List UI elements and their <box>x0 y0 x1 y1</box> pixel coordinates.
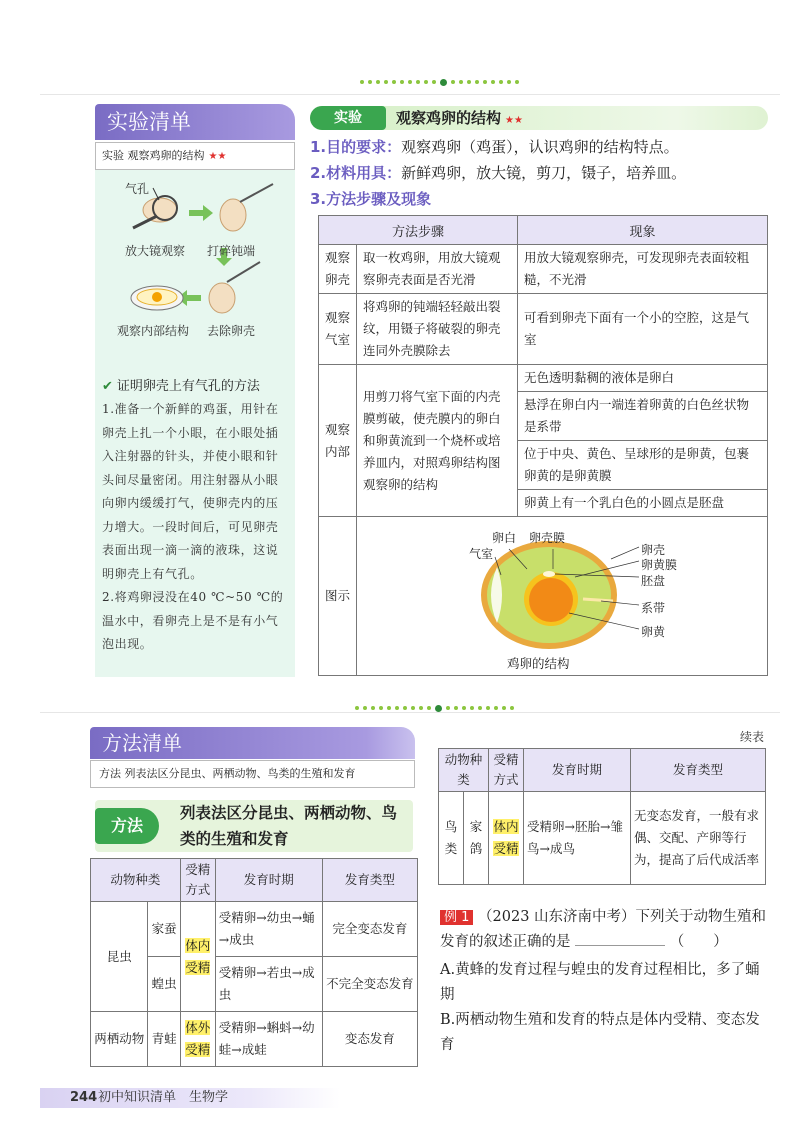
fig-label-air-cell: 气室 <box>469 547 494 561</box>
method-title: 方法清单 <box>90 727 415 759</box>
label-inner: 观察内部结构 <box>117 324 190 338</box>
method-tag: 方法 <box>95 808 159 844</box>
magnifier-handle <box>133 216 157 228</box>
cell-bird: 鸟类 <box>439 792 464 885</box>
cell-frog: 青蛙 <box>148 1012 180 1067</box>
table-header: 发育类型 <box>631 749 766 792</box>
cell-amphibian: 两栖动物 <box>91 1012 148 1067</box>
chalaza-shape <box>583 599 613 601</box>
row-phenomenon: 用放大镜观察卵壳，可发现卵壳表面较粗糙，不光滑 <box>518 245 768 294</box>
answer-blank[interactable] <box>575 931 665 946</box>
experiment-table <box>318 215 768 676</box>
row-phenomenon: 悬浮在卵白内一端连着卵黄的白色丝状物是系带 <box>518 392 768 441</box>
method-paragraph-2: 2.将鸡卵浸没在40 ℃~50 ℃的温水中，看卵壳上是不是有小气泡出现。 <box>102 590 284 651</box>
cell-silkworm-type: 完全变态发育 <box>322 902 417 957</box>
check-circle-icon: ✔ <box>102 379 113 394</box>
method-heading: 列表法区分昆虫、两栖动物、鸟类的生殖和发育 <box>180 804 398 848</box>
arrow-right-icon <box>189 205 213 221</box>
experiment-title-text: 观察鸡卵的结构 <box>396 109 502 127</box>
cell-silkworm: 家蚕 <box>148 902 180 957</box>
row-phenomenon: 卵黄上有一个乳白色的小圆点是胚盘 <box>518 490 768 517</box>
fig-label-shell-membrane: 卵壳膜 <box>529 531 566 545</box>
materials-text: 新鲜鸡卵，放大镜，剪刀，镊子，培养皿。 <box>401 164 687 182</box>
table-row <box>319 294 768 365</box>
fig-label-germinal-disc: 胚盘 <box>641 574 666 588</box>
page-number: 244 <box>70 1090 98 1105</box>
label-break: 打碎钝端 <box>207 244 256 258</box>
cell-bird-fert <box>489 792 524 885</box>
top-rule <box>40 94 780 95</box>
method-table <box>90 858 418 1067</box>
cell-insects: 昆虫 <box>91 902 148 1012</box>
table-row <box>439 792 766 885</box>
egg-yolk <box>152 292 162 302</box>
star-icon: ★★ <box>505 115 523 126</box>
yolk-shape <box>529 578 573 622</box>
sidebar-subtitle-text: 实验 观察鸡卵的结构 <box>102 149 205 162</box>
option-a: A.黄蜂的发育过程与蝗虫的发育过程相比，多了蛹期 <box>440 962 760 1003</box>
leader-shell <box>611 547 639 559</box>
continued-table <box>438 748 766 885</box>
option-b: B.两栖动物生殖和发育的特点是体内受精、变态发育 <box>440 1012 760 1053</box>
example-question <box>440 905 770 955</box>
table-header: 动物种类 <box>439 749 489 792</box>
example-tag: 例 1 <box>440 910 473 925</box>
table-row <box>319 245 768 294</box>
cell-frog-stage: 受精卵→蝌蚪→幼蛙→成蛙 <box>215 1012 322 1067</box>
method-subtitle: 方法 列表法区分昆虫、两栖动物、鸟类的生殖和发育 <box>90 760 415 788</box>
table-header: 动物种类 <box>91 859 181 902</box>
highlight: 体内受精 <box>185 937 211 975</box>
fig-label-chalaza: 系带 <box>641 601 666 615</box>
cell-locust-stage: 受精卵→若虫→成虫 <box>215 957 322 1012</box>
cell-locust: 蝗虫 <box>148 957 180 1012</box>
top-divider-dots <box>360 79 519 85</box>
table-row-figure <box>319 517 768 676</box>
table-row <box>91 1012 418 1067</box>
label-magnifier: 放大镜观察 <box>125 244 186 258</box>
table-header: 发育时期 <box>215 859 322 902</box>
egg-shape-2 <box>220 199 246 231</box>
label-remove-shell: 去除卵壳 <box>207 324 256 338</box>
highlight: 体外受精 <box>185 1020 211 1057</box>
purpose-text: 观察鸡卵（鸡蛋），认识鸡卵的结构特点。 <box>401 138 679 156</box>
materials-line <box>310 162 686 183</box>
middle-divider-dots <box>355 705 514 711</box>
steps-line <box>310 188 431 209</box>
cell-silkworm-stage: 受精卵→幼虫→蛹→成虫 <box>215 902 322 957</box>
fig-label-yolk-membrane: 卵黄膜 <box>641 558 678 572</box>
materials-key: 2.材料用具： <box>310 164 402 182</box>
table-header-row <box>91 859 418 902</box>
example-text: （2023 山东济南中考）下列关于动物生殖和发育的叙述正确的是 <box>440 909 767 950</box>
table-header: 发育类型 <box>322 859 417 902</box>
row-label: 观察内部 <box>319 365 357 517</box>
row-label: 观察气室 <box>319 294 357 365</box>
cell-pigeon: 家鸽 <box>464 792 489 885</box>
middle-rule <box>40 712 780 713</box>
row-label: 图示 <box>319 517 357 676</box>
cell-bird-stage: 受精卵→胚胎→雏鸟→成鸟 <box>524 792 631 885</box>
row-step: 用剪刀将气室下面的内壳膜剪破，使壳膜内的卵白和卵黄流到一个烧杯或培养皿内，对照鸡卵结构图观察卵的结构 <box>357 365 518 517</box>
egg-figure-cell <box>357 517 768 676</box>
table-row <box>319 365 768 392</box>
experiment-title <box>396 106 523 130</box>
table-header: 受精方式 <box>180 859 215 902</box>
table-header-row <box>319 216 768 245</box>
answer-paren: （ ） <box>669 934 728 950</box>
table-row <box>91 902 418 957</box>
continued-label: 续表 <box>740 730 765 744</box>
sidebar-subtitle <box>95 142 295 170</box>
table-header: 现象 <box>518 216 768 245</box>
table-header: 发育时期 <box>524 749 631 792</box>
highlight: 体内受精 <box>493 819 519 856</box>
sidebar-method-title-text: 证明卵壳上有气孔的方法 <box>116 379 260 394</box>
book-title: 初中知识清单 生物学 <box>98 1090 229 1105</box>
cell-bird-type: 无变态发育，一般有求偶、交配、产卵等行为，提高了后代成活率 <box>631 792 766 885</box>
table-header-row <box>439 749 766 792</box>
row-phenomenon: 无色透明黏稠的液体是卵白 <box>518 365 768 392</box>
table-header: 方法步骤 <box>319 216 518 245</box>
label-air-hole: 气孔 <box>125 182 150 196</box>
sidebar-title: 实验清单 <box>95 104 295 140</box>
star-icon: ★★ <box>208 151 227 162</box>
cell-external-fert <box>180 1012 215 1067</box>
tweezers-icon-2 <box>227 262 260 282</box>
purpose-line <box>310 136 679 157</box>
purpose-key: 1.目的要求： <box>310 138 402 156</box>
cell-internal-fert <box>180 902 215 1012</box>
cell-locust-type: 不完全变态发育 <box>322 957 417 1012</box>
egg-shape-3 <box>209 283 235 313</box>
row-label: 观察卵壳 <box>319 245 357 294</box>
table-header: 受精方式 <box>489 749 524 792</box>
row-step: 将鸡卵的钝端轻轻敲出裂纹，用镊子将破裂的卵壳连同外壳膜除去 <box>357 294 518 365</box>
cell-frog-type: 变态发育 <box>322 1012 417 1067</box>
germinal-disc-shape <box>543 571 555 577</box>
fig-label-shell: 卵壳 <box>641 543 666 557</box>
steps-key: 3.方法步骤及现象 <box>310 190 432 208</box>
fig-label-albumen: 卵白 <box>492 531 517 545</box>
fig-caption: 鸡卵的结构 <box>507 656 570 671</box>
row-phenomenon: 位于中央、黄色、呈球形的是卵黄，包裹卵黄的是卵黄膜 <box>518 441 768 490</box>
row-phenomenon: 可看到卵壳下面有一个小的空腔，这是气室 <box>518 294 768 365</box>
experiment-tag: 实验 <box>310 106 386 130</box>
sidebar-method-text <box>102 398 290 657</box>
sidebar-method-title <box>102 375 260 394</box>
tweezers-icon <box>240 184 273 202</box>
method-paragraph-1: 1.准备一个新鲜的鸡蛋，用针在卵壳上扎一个小眼，在小眼处插入注射器的针头，并使小眼和针头间尽量密闭。用注射器从小眼向卵内缓缓打气，使卵壳内的压力增大。一段时间后，可见卵壳表面出现一滴一滴的液珠，这说明卵壳上有气孔。 <box>102 402 279 581</box>
fig-label-yolk: 卵黄 <box>641 625 666 639</box>
row-step: 取一枚鸡卵，用放大镜观察卵壳表面是否光滑 <box>357 245 518 294</box>
